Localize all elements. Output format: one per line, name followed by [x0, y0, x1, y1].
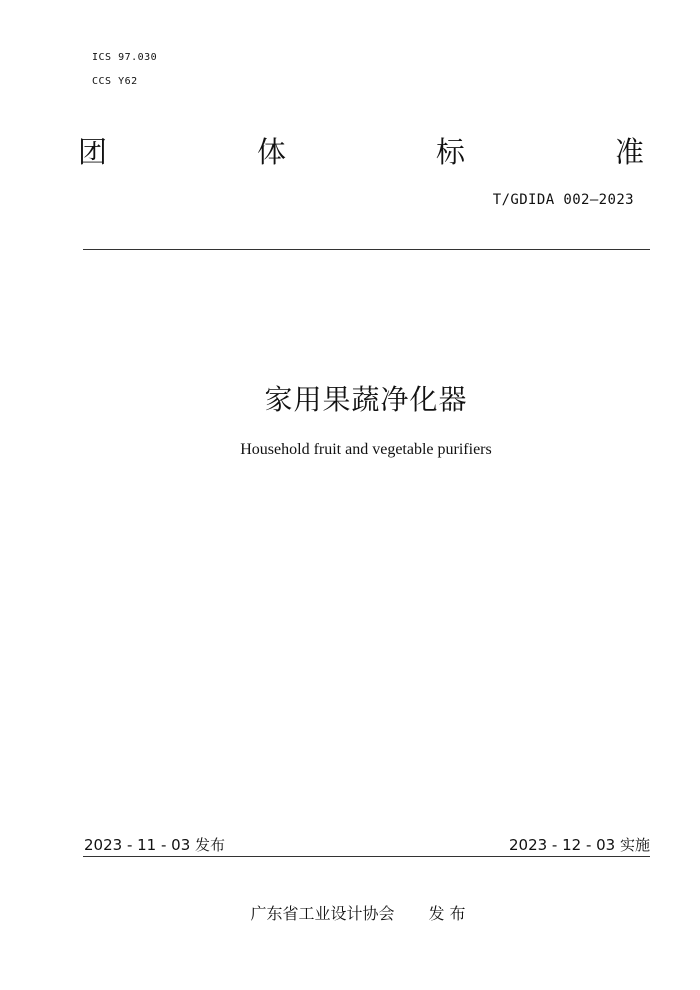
- standard-type-char: 标: [435, 135, 465, 169]
- standard-number: T/GDIDA 002—2023: [492, 192, 634, 208]
- issue-date: 2023 - 11 - 03 发布: [84, 836, 226, 854]
- publisher-line: [0, 903, 700, 925]
- ccs-code: CCS Y62: [92, 76, 138, 87]
- standard-type-char: 团: [78, 135, 108, 169]
- bottom-divider: [83, 856, 650, 857]
- document-title-english: Household fruit and vegetable purifiers: [240, 441, 492, 458]
- implementation-date: 2023 - 12 - 03 实施: [508, 836, 650, 854]
- document-title-chinese: 家用果蔬净化器: [264, 383, 468, 416]
- publisher-action: 发 布: [428, 904, 466, 923]
- ics-code: ICS 97.030: [92, 52, 158, 63]
- top-divider: [83, 249, 650, 250]
- standard-type-char: 准: [614, 135, 644, 169]
- publisher-organization: 广东省工业设计协会: [250, 904, 395, 923]
- standard-type-heading: [78, 134, 644, 170]
- standard-type-char: 体: [256, 135, 286, 169]
